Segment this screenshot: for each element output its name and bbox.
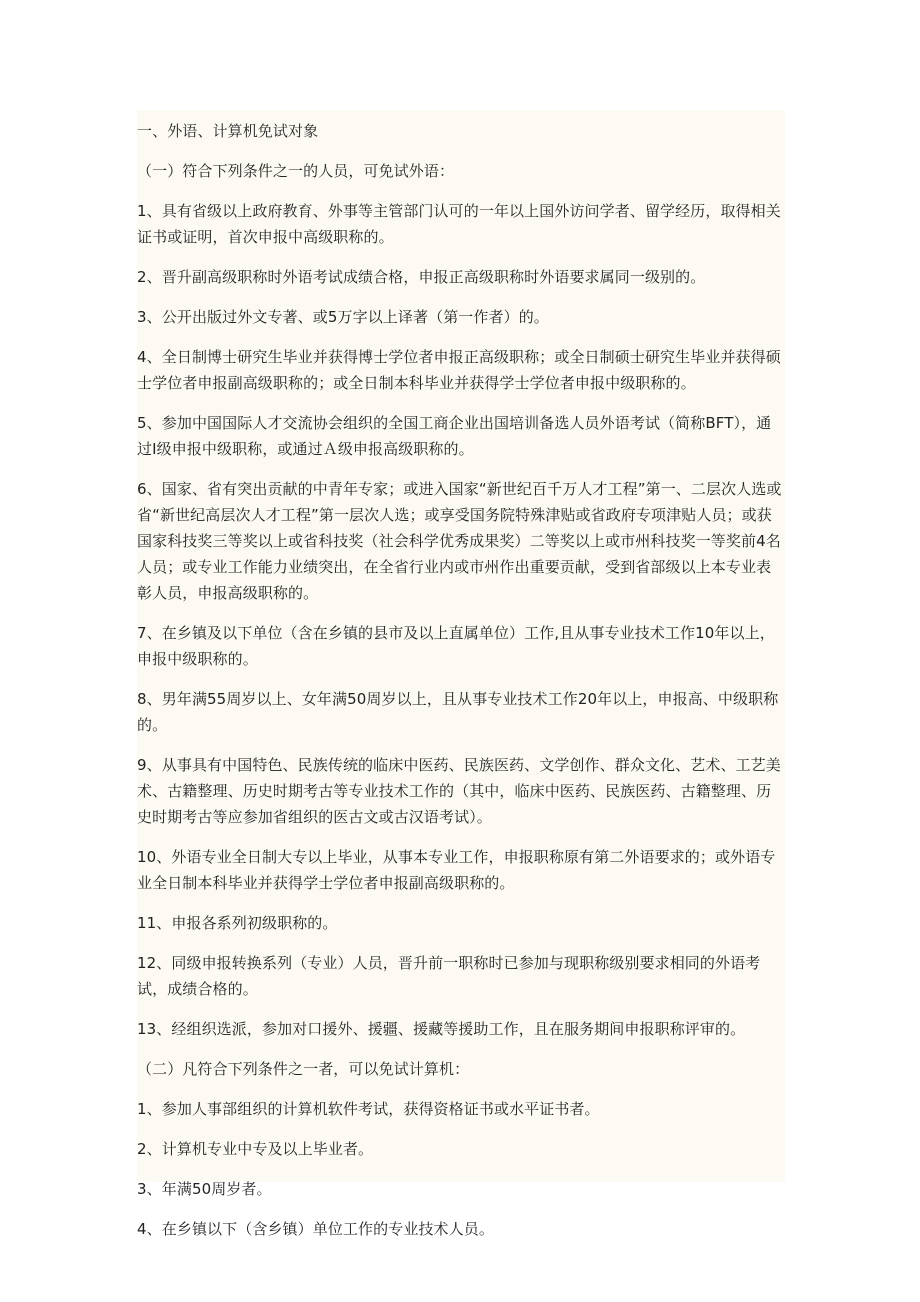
list-item: 6、国家、省有突出贡献的中青年专家；或进入国家“新世纪百千万人才工程”第一、二层次人选或省“新世纪高层次人才工程”第一层次人选；或享受国务院特殊津贴或省政府专项津贴人员；或获国家科技奖三等奖以上或省科技奖（社会科学优秀成果奖）二等奖以上或市州科技奖一等奖前4名人员；或专业工作能力业绩突出，在全省行业内或市州作出重要贡献，受到省部级以上本专业表彰人员，申报高级职称的。 — [137, 480, 782, 602]
list-item: 4、全日制博士研究生毕业并获得博士学位者申报正高级职称；或全日制硕士研究生毕业并获得硕士学位者申报副高级职称的；或全日制本科毕业并获得学士学位者申报中级职称的。 — [137, 348, 781, 392]
section-title: 一、外语、计算机免试对象 — [137, 122, 319, 140]
list-item: 2、晋升副高级职称时外语考试成绩合格，申报正高级职称时外语要求属同一级别的。 — [137, 268, 706, 286]
list-item: 1、参加人事部组织的计算机软件考试，获得资格证书或水平证书者。 — [137, 1100, 600, 1118]
list-item: 4、在乡镇以下（含乡镇）单位工作的专业技术人员。 — [137, 1220, 494, 1238]
list-item: 3、年满50周岁者。 — [137, 1180, 272, 1198]
list-item: 2、计算机专业中专及以上毕业者。 — [137, 1140, 374, 1158]
list-item: 5、参加中国国际人才交流协会组织的全国工商企业出国培训备选人员外语考试（简称BFT），通过Ⅰ级申报中级职称，或通过Ａ级申报高级职称的。 — [137, 414, 772, 458]
list-item: 8、男年满55周岁以上、女年满50周岁以上，且从事专业技术工作20年以上，申报高、中级职称的。 — [137, 690, 779, 734]
subsection-heading-foreign-language: （一）符合下列条件之一的人员，可免试外语： — [137, 162, 455, 180]
list-item: 9、从事具有中国特色、民族传统的临床中医药、民族医药、文学创作、群众文化、艺术、工艺美术、古籍整理、历史时期考古等专业技术工作的（其中，临床中医药、民族医药、古籍整理、历史时期考古等应参加省组织的医古文或古汉语考试）。 — [137, 756, 781, 826]
list-item: 1、具有省级以上政府教育、外事等主管部门认可的一年以上国外访问学者、留学经历，取得相关证书或证明，首次申报中高级职称的。 — [137, 202, 781, 246]
list-item: 13、经组织选派，参加对口援外、援疆、援藏等援助工作，且在服务期间申报职称评审的。 — [137, 1020, 746, 1038]
subsection-heading-computer: （二）凡符合下列条件之一者，可以免试计算机： — [137, 1060, 470, 1078]
list-item: 10、外语专业全日制大专以上毕业，从事本专业工作，申报职称原有第二外语要求的；或外语专业全日制本科毕业并获得学士学位者申报副高级职称的。 — [137, 848, 776, 892]
document-body — [137, 110, 785, 1238]
list-item: 3、公开出版过外文专著、或5万字以上译著（第一作者）的。 — [137, 308, 549, 326]
list-item: 11、申报各系列初级职称的。 — [137, 914, 338, 932]
list-item: 7、在乡镇及以下单位（含在乡镇的县市及以上直属单位）工作,且从事专业技术工作10年以上，申报中级职称的。 — [137, 624, 775, 668]
list-item: 12、同级申报转换系列（专业）人员，晋升前一职称时已参加与现职称级别要求相同的外语考试，成绩合格的。 — [137, 954, 761, 998]
